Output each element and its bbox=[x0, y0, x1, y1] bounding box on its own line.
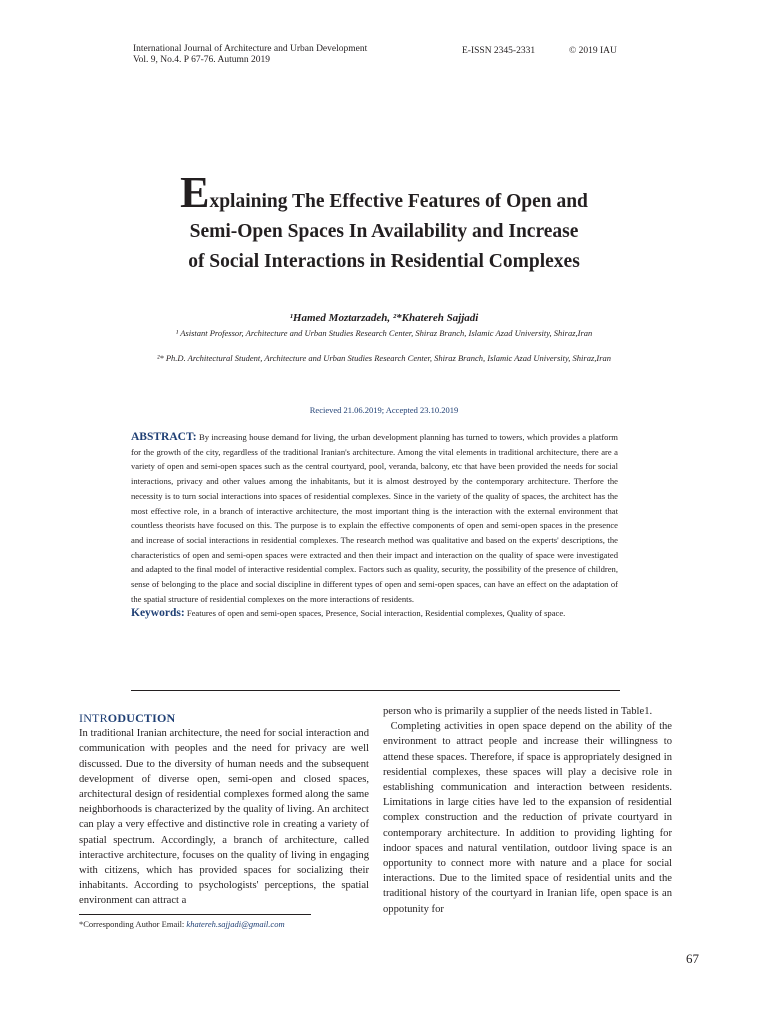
affiliation-1: ¹ Asistant Professor, Architecture and Urban Studies Research Center, Shiraz Branch, Islamic Azad University, Shiraz,Iran bbox=[175, 328, 593, 338]
intro-heading-rest: ODUCTION bbox=[107, 711, 176, 725]
author-email-link[interactable]: khatereh.sajjadi@gmail.com bbox=[186, 919, 285, 929]
introduction-heading bbox=[79, 711, 369, 726]
keywords-label: Keywords: bbox=[131, 607, 185, 620]
abstract-text: By increasing house demand for living, the urban development planning has turned to towers, which provides a platform for the growth of the city, regardless of the traditional Iranian's architecture. Among the vital elements in traditional architecture, there are a variety of open and semi-open spaces such as the central courtyard, pool, veranda, balcony, etc that have been provided the needs for social interactions, privacy and other values among the inhabitants, but it is almost destroyed by the contemporary architecture. Therfore the necessity is to turn social interactions into spaces of residential complexes. Since in the variety of the quality of spaces, the architect has the most effective role, in a branch of interactive architecture, the most important thing is the interaction with the external environment that countless theorists have focused on this. The purpose is to explain the effective components of open and semi-open spaces in the presence and increase of social interactions in residential complexes. The research method was qualitative and based on the experts' descriptions, the characteristics of open and semi-open spaces were extracted and then their impact and interaction on the quality of space were investigated and adapted to the final model of interactive residential complex. Factors such as quality, security, the possibility of the presence of children, sense of belonging to the place and social discipline in different types of open and semi-open spaces, can have an effect on the adaptation of the spatial structure of residential complexes on the more interactions of residents. bbox=[131, 432, 618, 604]
abstract-divider bbox=[131, 690, 620, 691]
keywords-text: Features of open and semi-open spaces, Presence, Social interaction, Residential complexes, Quality of space. bbox=[186, 608, 566, 619]
footnote-label: *Corresponding Author Email: bbox=[79, 919, 187, 929]
affiliation-2: ²* Ph.D. Architectural Student, Architecture and Urban Studies Research Center, Shiraz Branch, Islamic Azad University, Shiraz,Iran bbox=[156, 353, 612, 363]
intro-paragraph-left: In traditional Iranian architecture, the need for social interaction and communication with peoples and the need for privacy are well discussed. Due to the diversity of human needs and the subsequent development of diverse open, semi-open and closed spaces, architectural design of residential complexes formed along the same neighborhoods is characterized by the quality of living. An architect can play a very effective and distinctive role in creating a variety of spatial spectrum. Accordingly, a branch of architecture, called interactive architecture, focuses on the quality of living in engaging with citizens, which has provided spaces for socializing their inhabitants. According to psychologists' perceptions, the spatial environment can attract a bbox=[79, 728, 369, 907]
journal-header bbox=[133, 44, 367, 66]
intro-paragraph-right-1: person who is primarily a supplier of the needs listed in Table1. bbox=[383, 706, 653, 717]
page-number: 67 bbox=[686, 951, 699, 966]
intro-left-column bbox=[79, 711, 369, 909]
eissn: E-ISSN 2345-2331 bbox=[462, 46, 536, 56]
title-line-3: of Social Interactions in Residential Complexes bbox=[188, 251, 580, 272]
title-line-2: Semi-Open Spaces In Availability and Increase bbox=[189, 221, 579, 242]
abstract-label: ABSTRACT: bbox=[131, 431, 197, 443]
journal-volume: Vol. 9, No.4. P 67-76. Autumn 2019 bbox=[133, 55, 270, 65]
journal-name: International Journal of Architecture and Urban Development bbox=[133, 44, 368, 54]
copyright: © 2019 IAU bbox=[569, 46, 617, 56]
abstract bbox=[131, 430, 618, 621]
authors: ¹Hamed Moztarzadeh, ²*Khatereh Sajjadi bbox=[289, 312, 479, 324]
footnote bbox=[79, 919, 285, 929]
received-accepted-dates: Recieved 21.06.2019; Accepted 23.10.2019 bbox=[309, 405, 459, 415]
footnote-divider bbox=[79, 914, 311, 915]
intro-paragraph-right-2: Completing activities in open space depend on the ability of the environment to attract people and increase their willingness to attend these spaces. Therefore, if space is appropriately designed in residential complexes, these spaces will play a decisive role in establishing communication and interaction between residents. Limitations in large cities have led to the expansion of residential complex construction and the reduction of private courtyard in contemporary architecture. In addition to providing lighting for indoor spaces and natural ventilation, outdoor living space is an opportunity to connect more with nature and a place for social interactions. Due to the limited space of residential units and the traditional history of the courtyard in Iranian life, open space is an oppotunity for bbox=[383, 721, 675, 915]
title-dropcap: E bbox=[180, 168, 210, 217]
intro-right-column bbox=[383, 704, 675, 917]
article-title bbox=[80, 168, 688, 277]
title-line-1: xplaining The Effective Features of Open and bbox=[209, 191, 588, 212]
intro-heading-prefix: INTR bbox=[79, 711, 108, 725]
